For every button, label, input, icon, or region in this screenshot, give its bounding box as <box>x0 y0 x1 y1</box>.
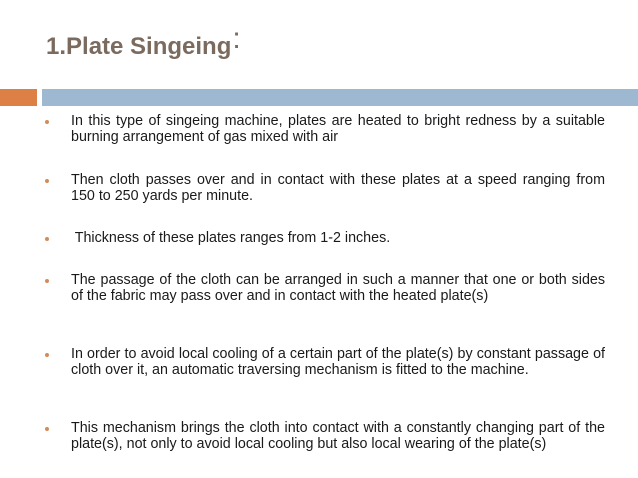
bullet-dot-icon <box>45 279 49 283</box>
bullet-dot-icon <box>45 237 49 241</box>
bullet-dot-icon <box>45 353 49 357</box>
bullet-item: Thickness of these plates ranges from 1-2 inches. <box>71 230 391 246</box>
slide-title-colon: : <box>232 22 241 55</box>
slide-title-text: 1.Plate Singeing <box>46 33 232 60</box>
bullet-item: In this type of singeing machine, plates are heated to bright redness by a suitable burning arrangement of gas mixed with air <box>71 113 605 145</box>
bullet-item: Then cloth passes over and in contact with these plates at a speed ranging from 150 to 250 yards per minute. <box>71 172 605 204</box>
bullet-dot-icon <box>45 120 49 124</box>
bullet-dot-icon <box>45 179 49 183</box>
bullet-dot-icon <box>45 427 49 431</box>
bullet-item: In order to avoid local cooling of a certain part of the plate(s) by constant passage of cloth over it, an automatic traversing mechanism is fitted to the machine. <box>71 346 605 378</box>
bullet-item: This mechanism brings the cloth into contact with a constantly changing part of the plate(s), not only to avoid local cooling but also local wearing of the plate(s) <box>71 420 605 452</box>
bullet-item: The passage of the cloth can be arranged in such a manner that one or both sides of the fabric may pass over and in contact with the heated plate(s) <box>71 272 605 304</box>
